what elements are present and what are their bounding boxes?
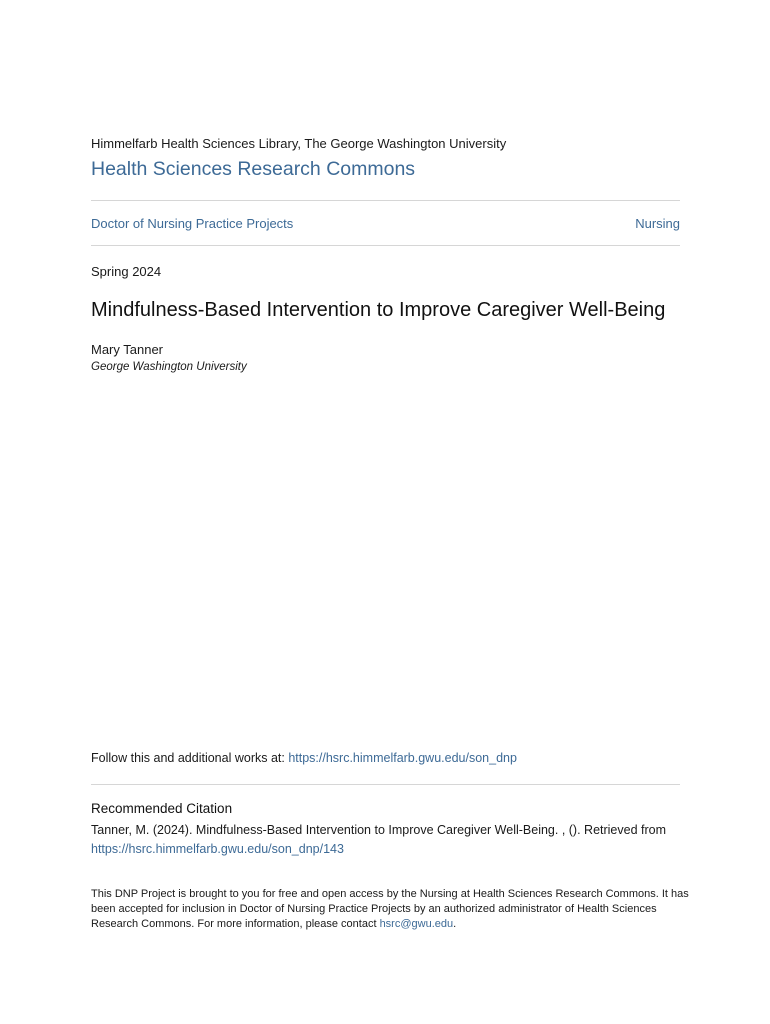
citation-body: Tanner, M. (2024). Mindfulness-Based Intervention to Improve Caregiver Well-Being. , (). Retrieved from <box>91 823 667 837</box>
citation-text <box>91 821 691 859</box>
contact-email-link[interactable]: hsrc@gwu.edu <box>379 918 454 930</box>
publication-date: Spring 2024 <box>91 264 162 279</box>
notice-suffix: . <box>453 918 457 930</box>
repository-link[interactable]: Health Sciences Research Commons <box>91 158 416 180</box>
access-notice <box>91 887 691 932</box>
department-link[interactable]: Nursing <box>635 216 680 231</box>
notice-body: This DNP Project is brought to you for free and open access by the Nursing at Health Sciences Research Commons. It has been accepted for inclusion in Doctor of Nursing Practice Projects by an authorized administrator of Health Sciences Research Commons. For more information, please contact <box>91 888 689 930</box>
collection-url-link[interactable]: https://hsrc.himmelfarb.gwu.edu/son_dnp <box>288 751 517 765</box>
divider-top <box>91 200 680 201</box>
divider-citation <box>91 784 680 785</box>
citation-url-link[interactable]: https://hsrc.himmelfarb.gwu.edu/son_dnp/143 <box>91 842 344 856</box>
collection-link[interactable]: Doctor of Nursing Practice Projects <box>91 216 294 231</box>
author-affiliation: George Washington University <box>91 361 247 373</box>
document-title: Mindfulness-Based Intervention to Improve Caregiver Well-Being <box>91 299 666 321</box>
follow-prefix: Follow this and additional works at: <box>91 751 289 765</box>
follow-line <box>91 751 517 765</box>
divider-breadcrumb <box>91 245 680 246</box>
citation-heading: Recommended Citation <box>91 801 233 816</box>
author-name: Mary Tanner <box>91 342 164 357</box>
library-name: Himmelfarb Health Sciences Library, The George Washington University <box>91 136 507 151</box>
